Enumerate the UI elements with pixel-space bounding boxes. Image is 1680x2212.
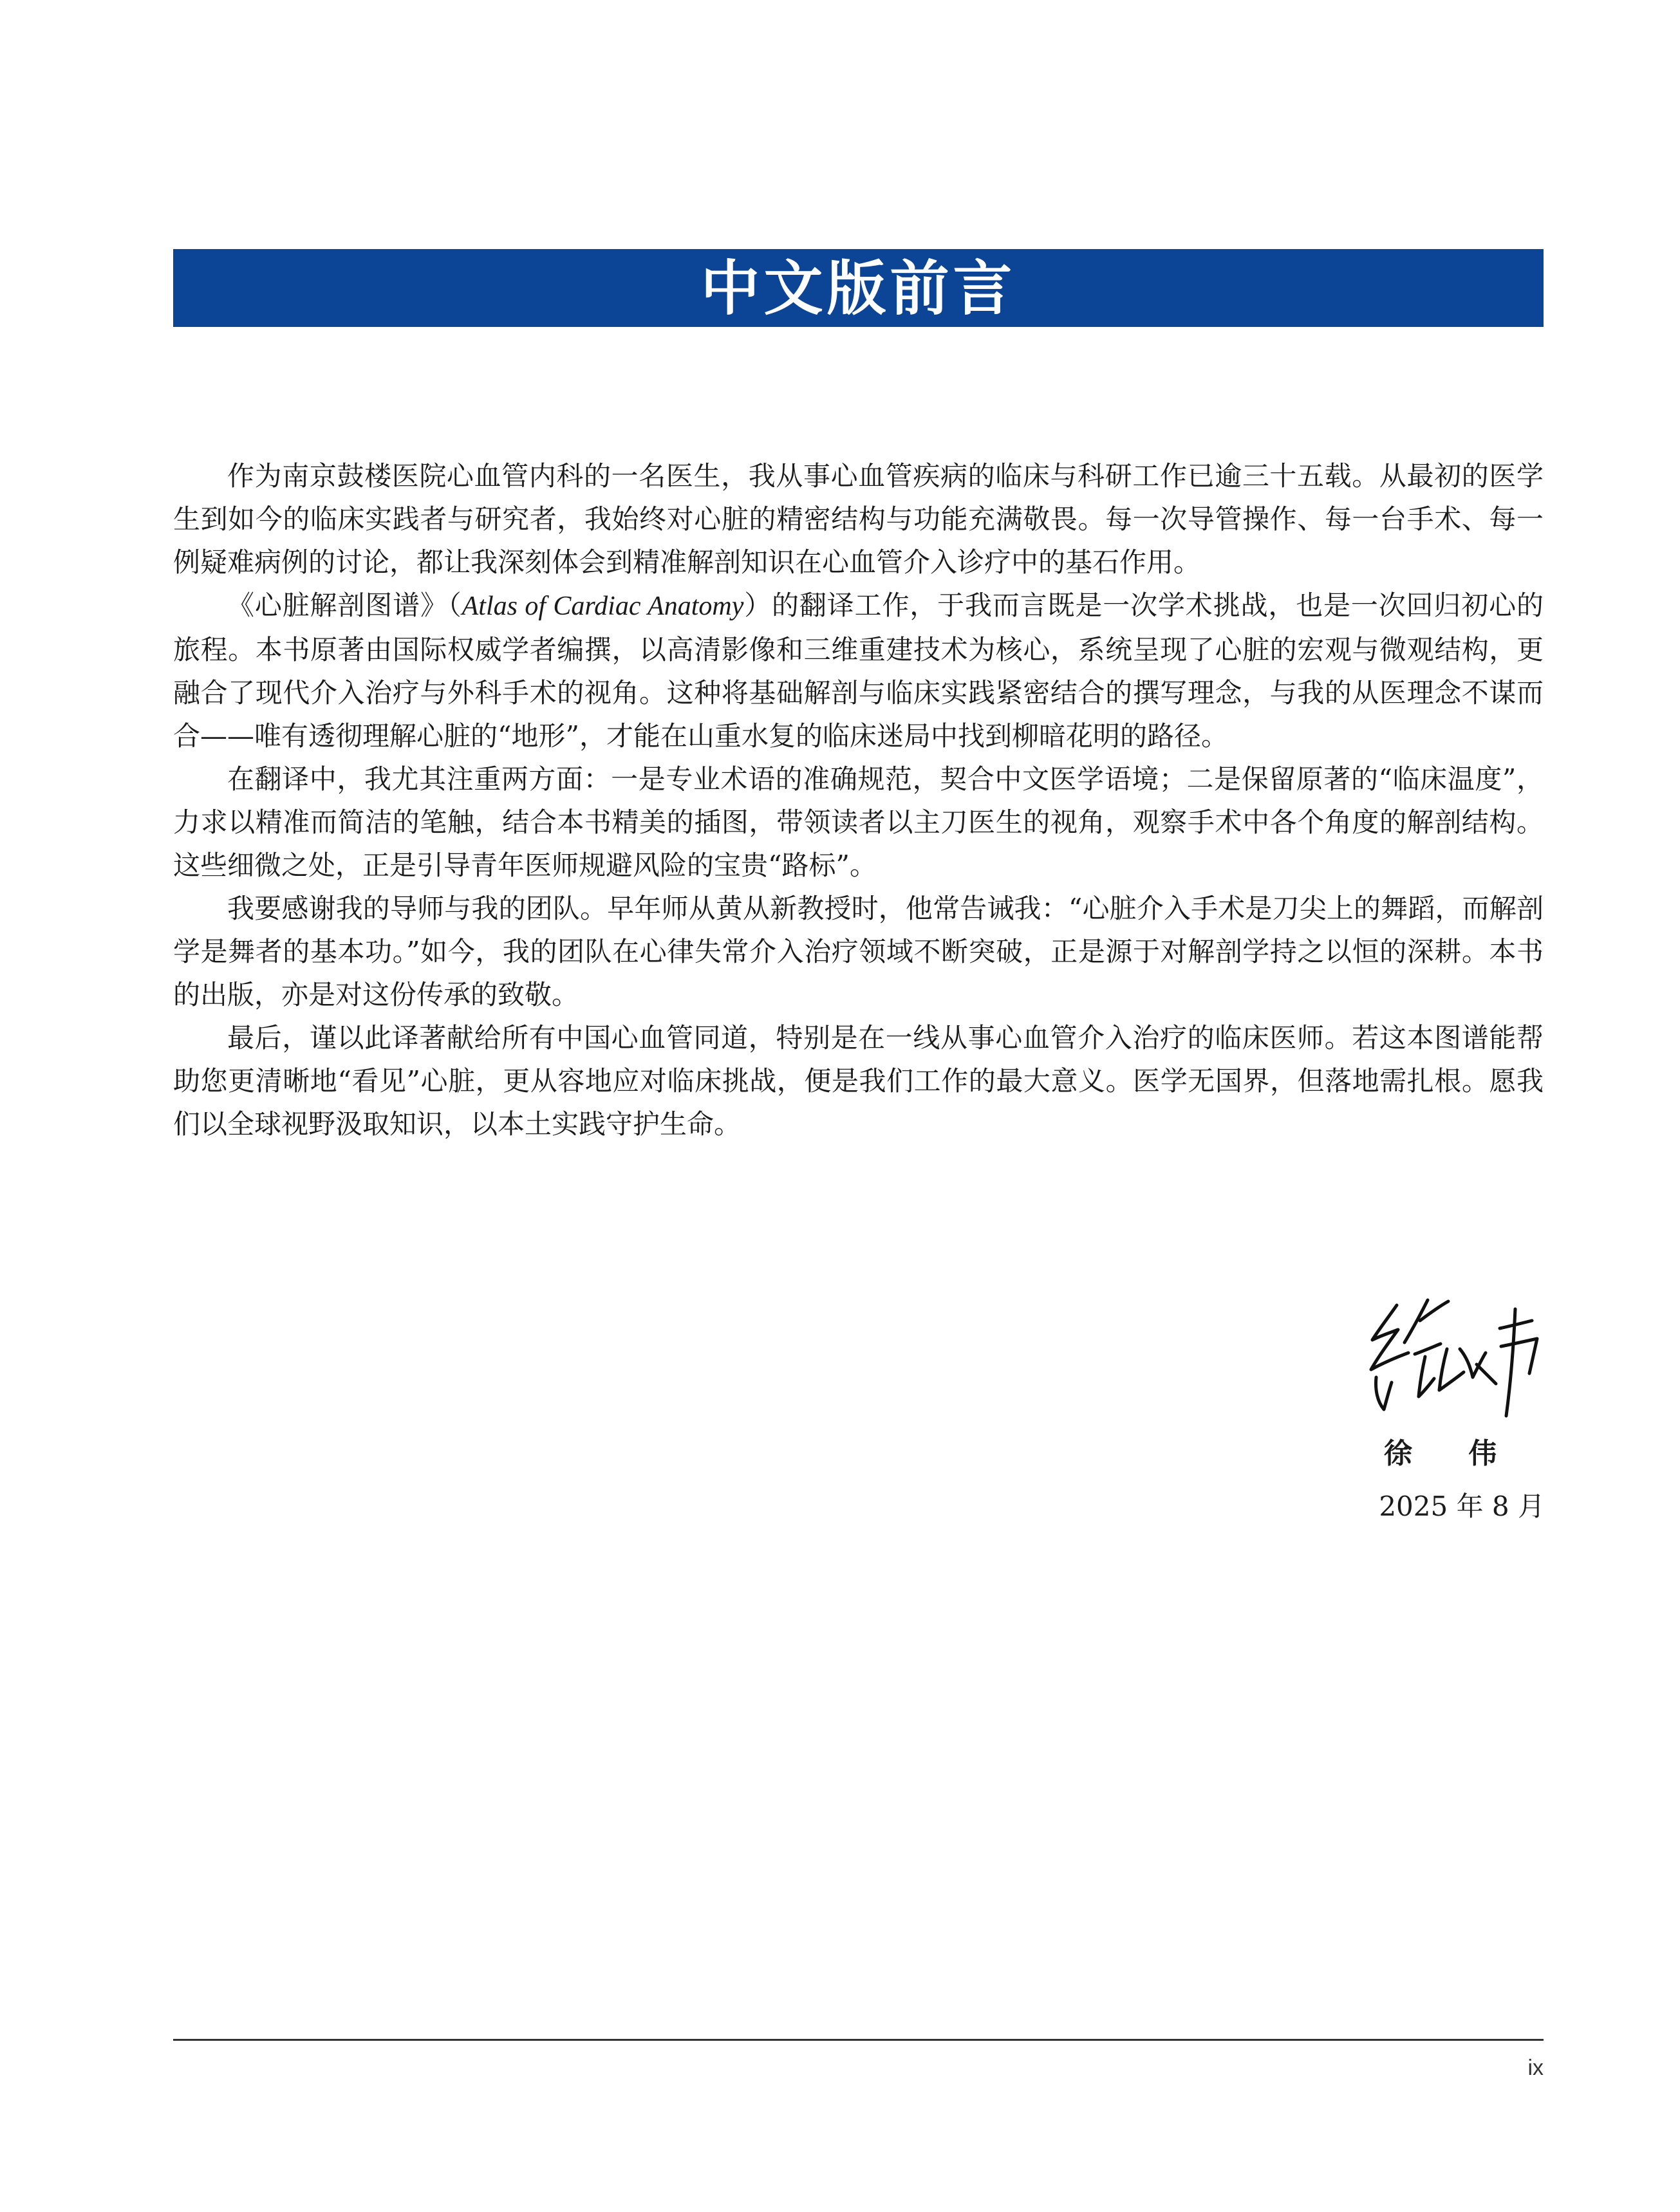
paragraph-2-lead: 《心脏解剖图谱》（ [227, 590, 462, 621]
paragraph-3: 在翻译中，我尤其注重两方面：一是专业术语的准确规范，契合中文医学语境；二是保留原著的“临床温度”，力求以精准而简洁的笔触，结合本书精美的插图，带领读者以主刀医生的视角，观察手术中各个角度的解剖结构。这些细微之处，正是引导青年医师规避风险的宝贵“路标”。 [173, 763, 1544, 881]
page-title: 中文版前言 [700, 253, 1016, 323]
paragraph-2 [173, 584, 1544, 757]
paragraph-4: 我要感谢我的导师与我的团队。早年师从黄从新教授时，他常告诫我：“心脏介入手术是刀尖上的舞蹈，而解剖学是舞者的基本功。”如今，我的团队在心律失常介入治疗领域不断突破，正是源于对解剖学持之以恒的深耕。本书的出版，亦是对这份传承的致敬。 [173, 893, 1544, 1010]
book-english-title: Atlas of Cardiac Anatomy [462, 591, 744, 621]
handwritten-signature [1363, 1287, 1556, 1429]
paragraph-1: 作为南京鼓楼医院心血管内科的一名医生，我从事心血管疾病的临床与科研工作已逾三十五载。从最初的医学生到如今的临床实践者与研究者，我始终对心脏的精密结构与功能充满敬畏。每一次导管操作、每一台手术、每一例疑难病例的讨论，都让我深刻体会到精准解剖知识在心血管介入诊疗中的基石作用。 [173, 460, 1544, 578]
paragraph-5: 最后，谨以此译著献给所有中国心血管同道，特别是在一线从事心血管介入治疗的临床医师。若这本图谱能帮助您更清晰地“看见”心脏，更从容地应对临床挑战，便是我们工作的最大意义。医学无国界，但落地需扎根。愿我们以全球视野汲取知识，以本土实践守护生命。 [173, 1022, 1544, 1140]
preface-body [173, 454, 1544, 1146]
footer-divider [173, 2039, 1544, 2041]
paragraph-2-rest: ）的翻译工作，于我而言既是一次学术挑战，也是一次回归初心的旅程。本书原著由国际权威学者编撰，以高清影像和三维重建技术为核心，系统呈现了心脏的宏观与微观结构，更融合了现代介入治疗与外科手术的视角。这种将基础解剖与临床实践紧密结合的撰写理念，与我的从医理念不谋而合——唯有透彻理解心脏的“地形”，才能在山重水复的临床迷局中找到柳暗花明的路径。 [173, 590, 1544, 752]
signer-name: 徐 伟 [1384, 1437, 1520, 1470]
title-banner [173, 249, 1544, 327]
signature-date: 2025 年 8 月 [1379, 1491, 1545, 1522]
page-number: ix [1527, 2056, 1544, 2080]
